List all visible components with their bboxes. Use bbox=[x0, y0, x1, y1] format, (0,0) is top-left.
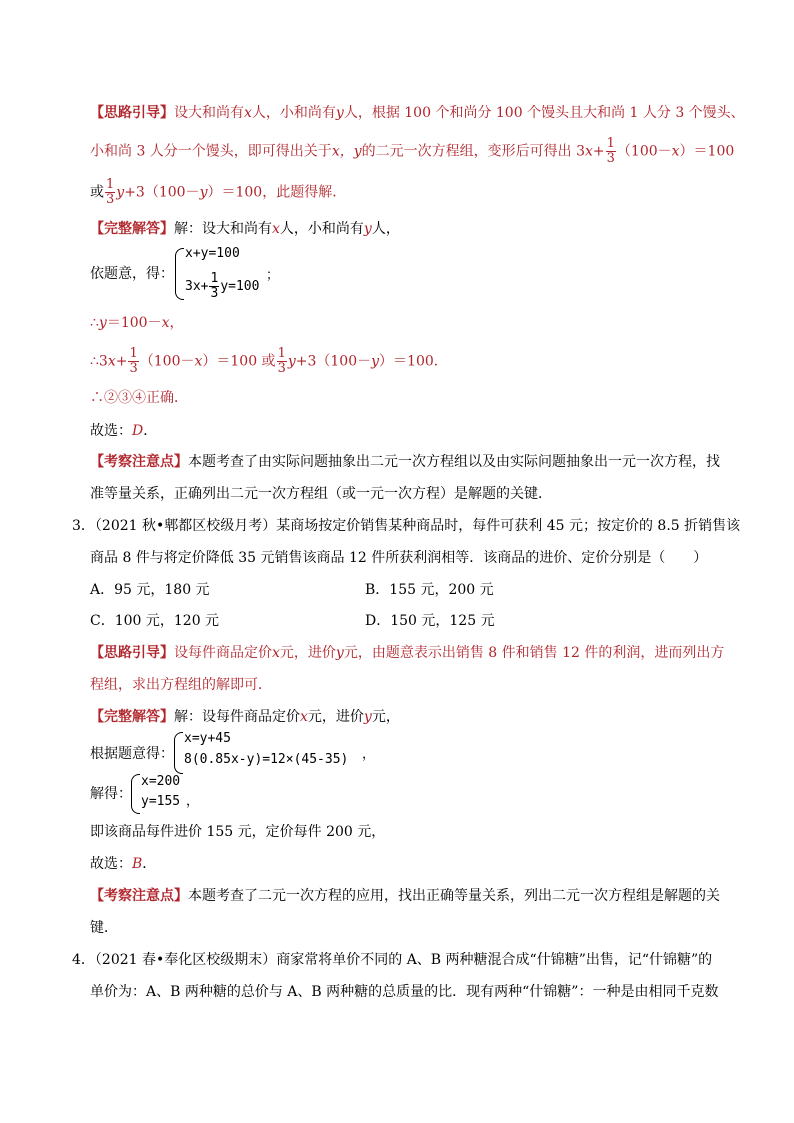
numerator: 1 bbox=[129, 346, 138, 361]
text: ∴ bbox=[90, 315, 99, 331]
text: ＝100－ bbox=[106, 315, 162, 331]
text: ． bbox=[143, 423, 158, 439]
q3-hint-line-2: 程组，求出方程组的解即可． bbox=[90, 677, 272, 693]
var-y: y bbox=[371, 353, 380, 370]
text: ）＝100 或 bbox=[202, 353, 276, 370]
var-x: x bbox=[107, 353, 116, 370]
q2-note-line-2: 准等量关系，正确列出二元一次方程组（或一元一次方程）是解题的关键． bbox=[90, 486, 552, 502]
fraction-one-third bbox=[128, 347, 138, 376]
vars: x，y bbox=[331, 143, 362, 160]
text: 人， bbox=[371, 221, 400, 237]
text: ）＝100，此题得解． bbox=[207, 184, 347, 201]
text: 的二元一次方程组，变形后可得出 3 bbox=[361, 143, 585, 160]
text: （100－ bbox=[616, 143, 672, 160]
var-x: x bbox=[272, 221, 280, 237]
system-brace bbox=[174, 732, 183, 774]
q4-stem-line-2: 单价为：A、B 两种糖的总价与 A、B 两种糖的总质量的比．现有两种“什锦糖”：一种是由相同千克数 bbox=[90, 984, 719, 1000]
text: 故选： bbox=[90, 423, 132, 439]
text: 小和尚 3 人分一个馒头，即可得出关于 bbox=[90, 143, 332, 160]
eq-part: 3x+ bbox=[185, 279, 209, 294]
q3-solution-line-2: 根据题意得： bbox=[90, 746, 174, 762]
q3-equation-1: x=y+45 bbox=[184, 731, 231, 746]
var-x: x bbox=[671, 143, 680, 160]
text: 设每件商品定价 bbox=[174, 645, 272, 661]
var-y: y bbox=[335, 105, 344, 121]
numerator: 1 bbox=[210, 271, 219, 286]
var-y: y bbox=[335, 645, 344, 661]
q2-solution-line-1 bbox=[90, 219, 400, 239]
q3-equation-end: ， bbox=[362, 747, 376, 762]
q2-hint-line-1 bbox=[90, 103, 745, 123]
q3-option-c: C．100 元，120 元 bbox=[90, 613, 220, 629]
q3-hint-line-1 bbox=[90, 643, 724, 663]
text: +3（100－ bbox=[295, 353, 372, 370]
plus: + bbox=[592, 143, 605, 160]
var-x: x bbox=[161, 315, 170, 331]
q2-hint-line-2 bbox=[90, 137, 734, 166]
q3-option-d: D．150 元，125 元 bbox=[365, 613, 495, 629]
fraction-one-third bbox=[209, 272, 219, 301]
q3-choose bbox=[90, 854, 156, 874]
text: 本题考查了二元一次方程的应用，找出正确等量关系，列出二元一次方程组是解题的关 bbox=[188, 888, 720, 904]
text: ）＝100． bbox=[379, 353, 448, 370]
q2-choose bbox=[90, 421, 157, 441]
text: 解：设大和尚有 bbox=[174, 221, 272, 237]
q4-stem-line-1: 4．（2021 春•奉化区校级期末）商家常将单价不同的 A、B 两种糖混合成“什锦糖”出售，记“什锦糖”的 bbox=[72, 952, 713, 968]
text: ， bbox=[169, 315, 184, 331]
q2-derive-2 bbox=[90, 347, 448, 376]
note-tag: 【考察注意点】 bbox=[90, 888, 188, 904]
q3-note-line-2: 键． bbox=[90, 920, 118, 936]
var-x: x bbox=[272, 645, 280, 661]
q2-derive-1 bbox=[90, 313, 183, 333]
system-brace bbox=[131, 774, 140, 814]
q3-note-line-1 bbox=[90, 886, 720, 906]
denominator: 3 bbox=[606, 151, 615, 166]
q2-solution-line-2: 依题意，得： bbox=[90, 266, 174, 282]
q2-hint-line-3 bbox=[90, 178, 346, 207]
text: 元，由题意表示出销售 8 件和销售 12 件的利润，进而列出方 bbox=[343, 645, 725, 661]
denominator: 3 bbox=[277, 361, 286, 376]
numerator: 1 bbox=[277, 346, 286, 361]
text: ）＝100 bbox=[679, 143, 735, 160]
var-y: y bbox=[116, 184, 125, 201]
q3-equation-2: 8(0.85x-y)=12×(45-35) bbox=[184, 752, 349, 767]
var-x: x bbox=[194, 353, 203, 370]
system-brace bbox=[175, 248, 184, 300]
q2-correct: ∴②③④正确． bbox=[90, 390, 188, 406]
fraction-one-third bbox=[277, 347, 287, 376]
q2-equation-1: x+y=100 bbox=[185, 246, 240, 261]
q3-result-end: ， bbox=[186, 794, 200, 809]
hint-tag: 【思路引导】 bbox=[90, 105, 174, 121]
var-y: y bbox=[287, 353, 296, 370]
text: ． bbox=[142, 856, 157, 872]
q2-equation-2 bbox=[185, 272, 259, 301]
denominator: 3 bbox=[210, 286, 219, 301]
text: 本题考查了由实际问题抽象出二元一次方程组以及由实际问题抽象出一元一次方程，找 bbox=[188, 454, 720, 470]
q3-result-2: y=155 bbox=[141, 794, 181, 809]
text: 元， bbox=[371, 709, 400, 725]
q3-stem-line-2: 商品 8 件与将定价降低 35 元销售该商品 12 件所获利润相等．该商品的进价、定价分别是（ ） bbox=[90, 550, 708, 566]
var-x: x bbox=[244, 105, 252, 121]
var-y: y bbox=[363, 221, 372, 237]
numerator: 1 bbox=[106, 177, 115, 192]
q3-result-1: x=200 bbox=[141, 774, 181, 789]
q2-note-line-1 bbox=[90, 452, 720, 472]
answer-letter: D bbox=[132, 423, 144, 439]
text: 人，小和尚有 bbox=[251, 105, 336, 121]
var-x: x bbox=[584, 143, 593, 160]
solution-tag: 【完整解答】 bbox=[90, 709, 174, 725]
plus: + bbox=[115, 353, 128, 370]
text: ∴3 bbox=[90, 353, 108, 370]
text: 人，小和尚有 bbox=[279, 221, 364, 237]
denominator: 3 bbox=[106, 192, 115, 207]
text: 设大和尚有 bbox=[174, 105, 244, 121]
denominator: 3 bbox=[129, 361, 138, 376]
var-y: y bbox=[199, 184, 208, 201]
q2-equation-end: ； bbox=[266, 268, 280, 283]
q3-option-a: A．95 元，180 元 bbox=[90, 582, 210, 598]
hint-tag: 【思路引导】 bbox=[90, 645, 174, 661]
text: 解：设每件商品定价 bbox=[174, 709, 300, 725]
q3-solution-line-1 bbox=[90, 707, 400, 727]
q3-answer: 即该商品每件进价 155 元，定价每件 200 元， bbox=[90, 824, 386, 840]
var-x: x bbox=[300, 709, 308, 725]
text: 或 bbox=[90, 184, 104, 201]
var-y: y bbox=[363, 709, 372, 725]
text: （100－ bbox=[139, 353, 195, 370]
text: 人，根据 100 个和尚分 100 个馒头且大和尚 1 人分 3 个馒头、 bbox=[343, 105, 745, 121]
note-tag: 【考察注意点】 bbox=[90, 454, 188, 470]
var-y: y bbox=[98, 315, 107, 331]
text: +3（100－ bbox=[124, 184, 200, 201]
solution-tag: 【完整解答】 bbox=[90, 221, 174, 237]
q3-solve-label: 解得： bbox=[90, 786, 132, 802]
text: 故选： bbox=[90, 856, 132, 872]
eq-part: y=100 bbox=[220, 279, 260, 294]
q3-stem-line-1: 3．（2021 秋•郫都区校级月考）某商场按定价销售某种商品时，每件可获利 45 元；按定价的 8.5 折销售该 bbox=[72, 518, 741, 534]
fraction-one-third bbox=[606, 137, 616, 166]
text: 元，进价 bbox=[307, 709, 364, 725]
text: 元，进价 bbox=[279, 645, 336, 661]
answer-letter: B bbox=[132, 856, 143, 872]
numerator: 1 bbox=[606, 136, 615, 151]
q3-option-b: B．155 元，200 元 bbox=[365, 582, 494, 598]
fraction-one-third bbox=[105, 178, 115, 207]
